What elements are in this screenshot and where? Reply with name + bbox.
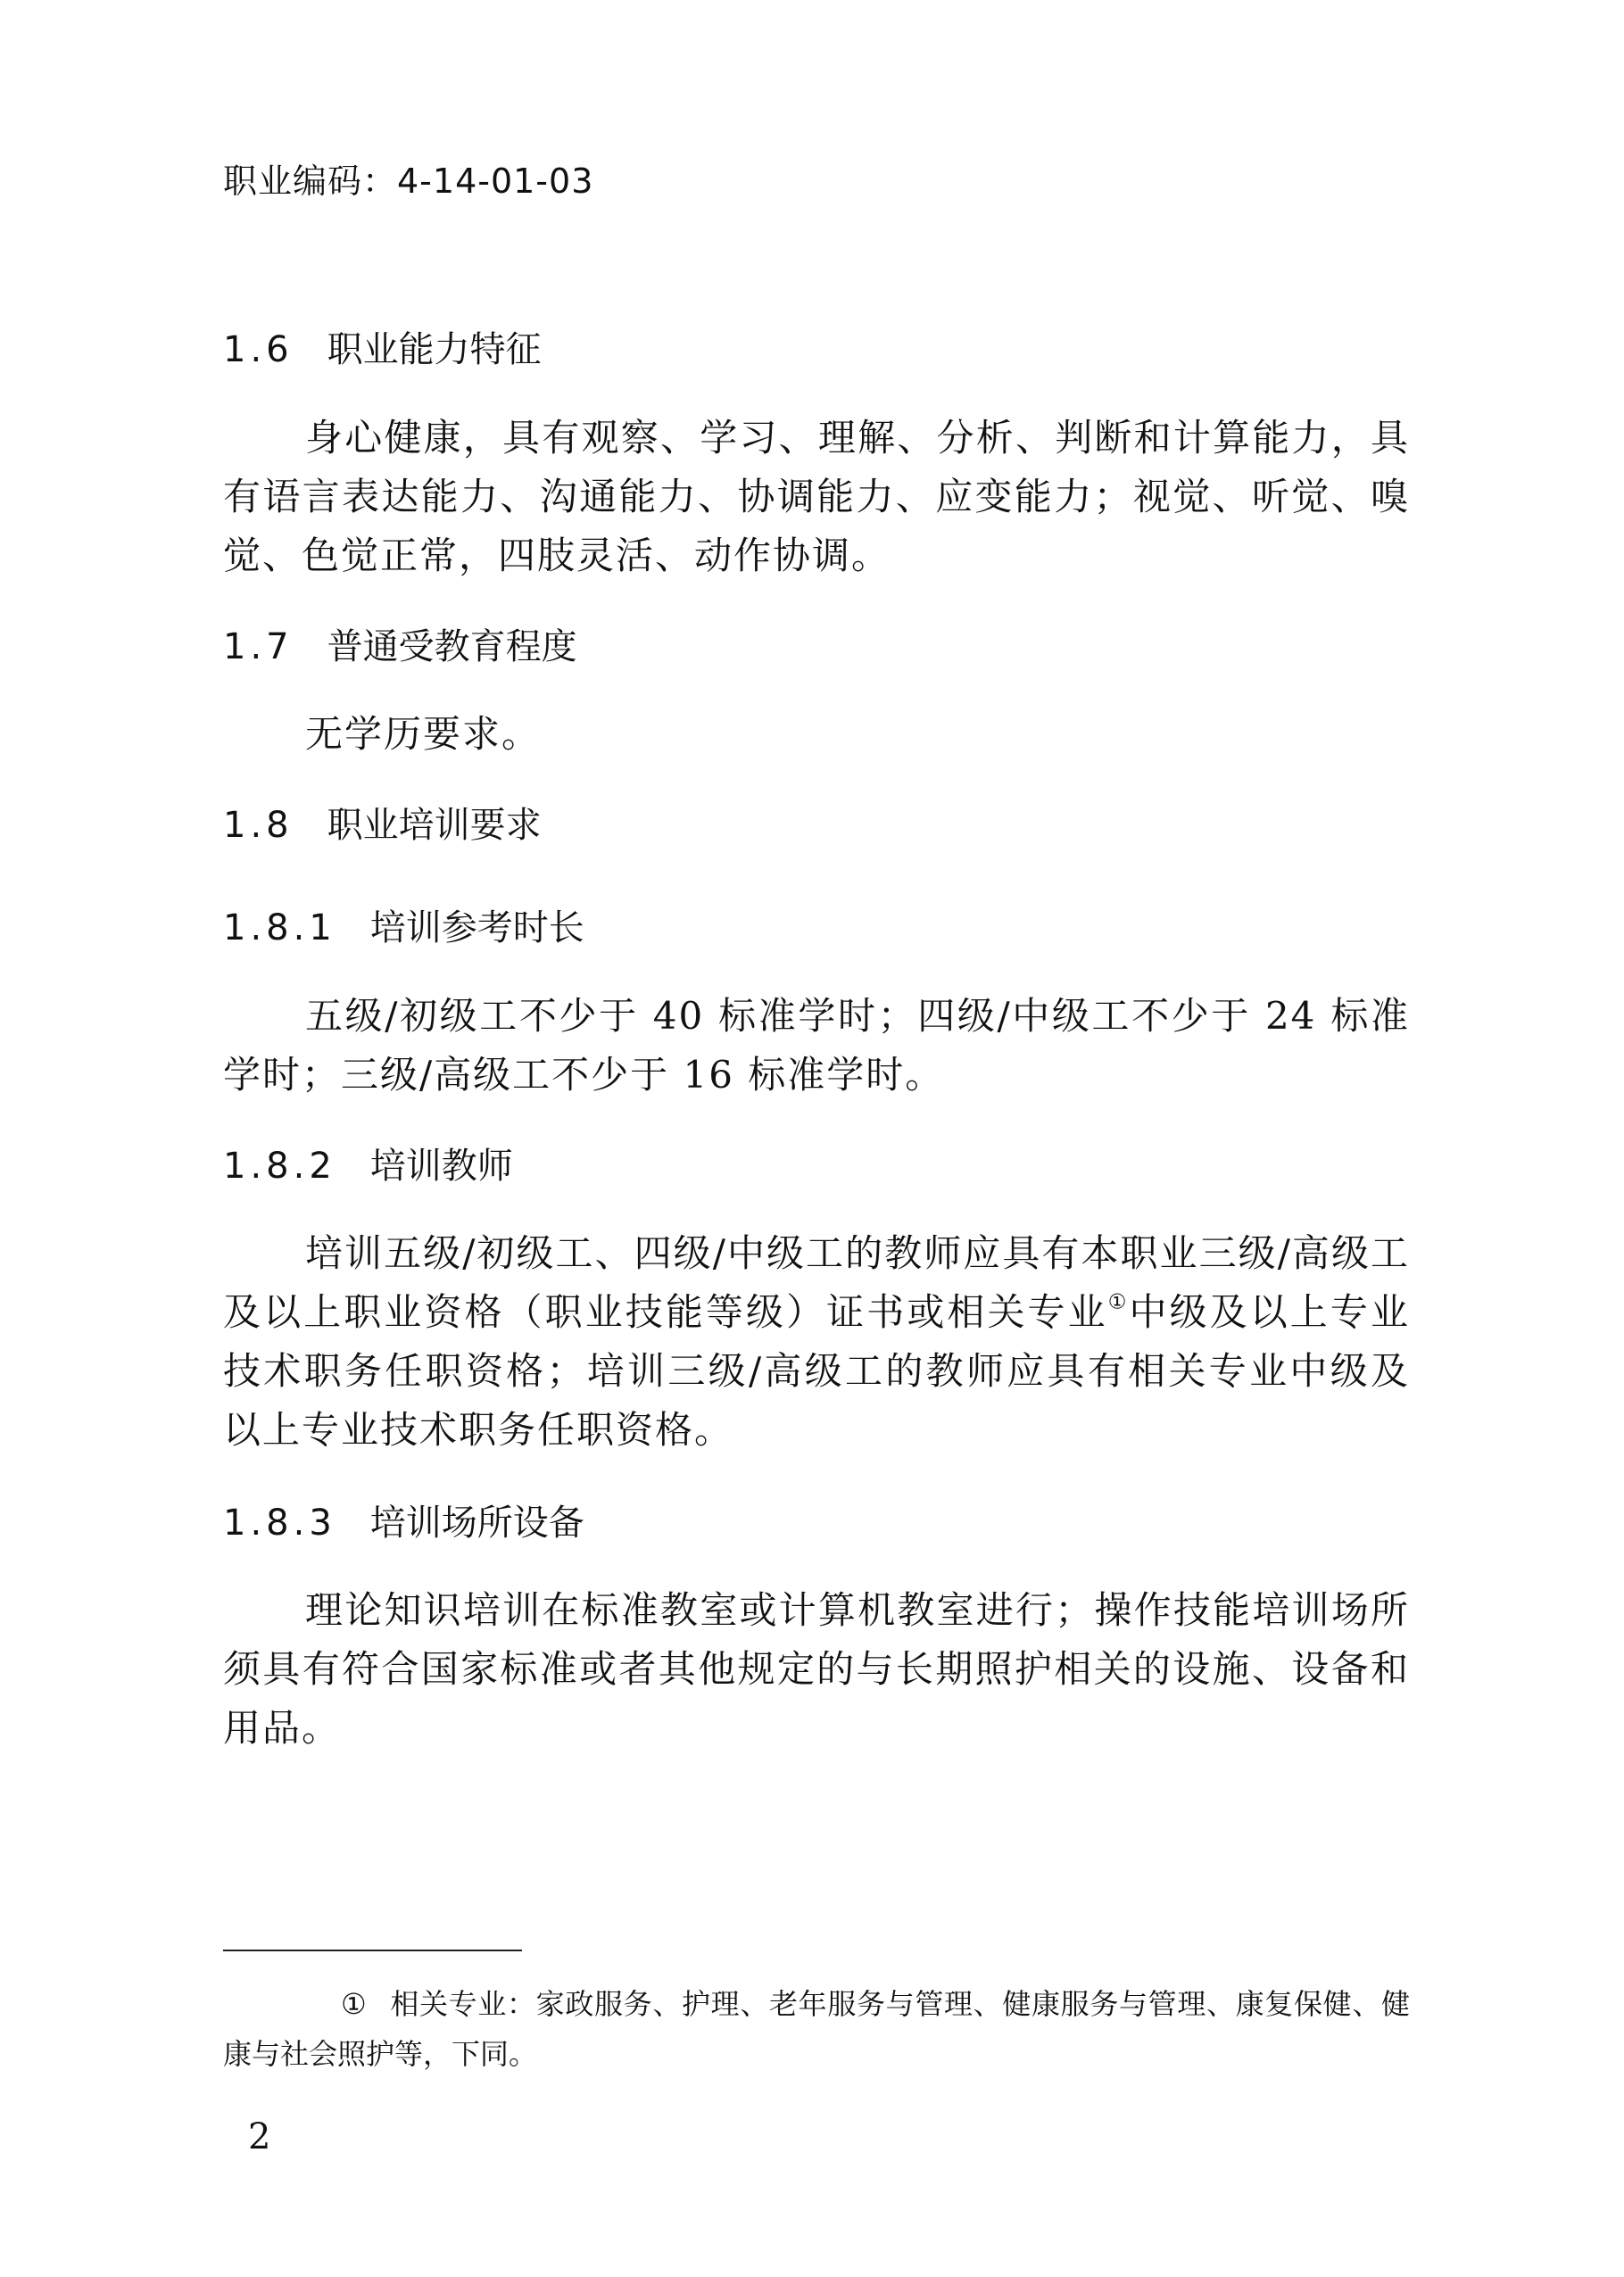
section-title: 职业能力特征 [327, 329, 542, 370]
footnote-text: 相关专业：家政服务、护理、老年服务与管理、健康服务与管理、康复保健、健康与社会照护等，下同。 [223, 1987, 1410, 2071]
teacher-text-part1: 培训五级/初级工、四级/中级工的教师应具有本职业三级/高级工及以上职业资格（职业技能等级）证书或相关专业 [223, 1231, 1410, 1334]
footnote-reference: ① [1107, 1290, 1130, 1314]
page-number: 2 [248, 2116, 271, 2157]
teacher-text-part2: 中级及以上专业技术职务任职资格；培训三级/高级工的教师应具有相关专业中级及以上专业技术职务任职资格。 [223, 1290, 1410, 1452]
section-heading-1-8-1 [223, 899, 584, 950]
section-heading-1-8-3 [223, 1495, 584, 1545]
education-paragraph: 无学历要求。 [305, 712, 542, 756]
facility-paragraph: 理论知识培训在标准教室或计算机教室进行；操作技能培训场所须具有符合国家标准或者其他规定的与长期照护相关的设施、设备和用品。 [223, 1588, 1410, 1750]
section-number: 1.8.1 [223, 907, 336, 948]
section-heading-1-7 [223, 618, 577, 669]
section-number: 1.8.3 [223, 1503, 336, 1544]
section-number: 1.7 [223, 626, 294, 667]
footnote [223, 1979, 1410, 2079]
section-title: 普通受教育程度 [327, 626, 577, 667]
section-heading-1-8-2 [223, 1138, 513, 1188]
section-heading-1-6 [223, 321, 542, 372]
section-title: 培训场所设备 [369, 1503, 584, 1544]
section-number: 1.8.2 [223, 1146, 336, 1187]
footnote-mark: ① [341, 1987, 367, 2021]
teacher-paragraph [223, 1224, 1410, 1460]
duration-paragraph: 五级/初级工不少于 40 标准学时；四级/中级工不少于 24 标准学时；三级/高级工不少于 16 标准学时。 [223, 994, 1410, 1097]
section-number: 1.8 [223, 805, 294, 846]
occupation-code: 职业编码：4-14-01-03 [223, 161, 594, 201]
ability-paragraph: 身心健康，具有观察、学习、理解、分析、判断和计算能力，具有语言表达能力、沟通能力、协调能力、应变能力；视觉、听觉、嗅觉、色觉正常，四肢灵活、动作协调。 [223, 416, 1410, 577]
section-number: 1.6 [223, 329, 294, 370]
section-title: 培训参考时长 [369, 907, 584, 948]
section-heading-1-8 [223, 797, 542, 848]
section-title: 培训教师 [369, 1146, 513, 1187]
section-title: 职业培训要求 [327, 805, 542, 846]
footnote-divider [223, 1950, 522, 1951]
